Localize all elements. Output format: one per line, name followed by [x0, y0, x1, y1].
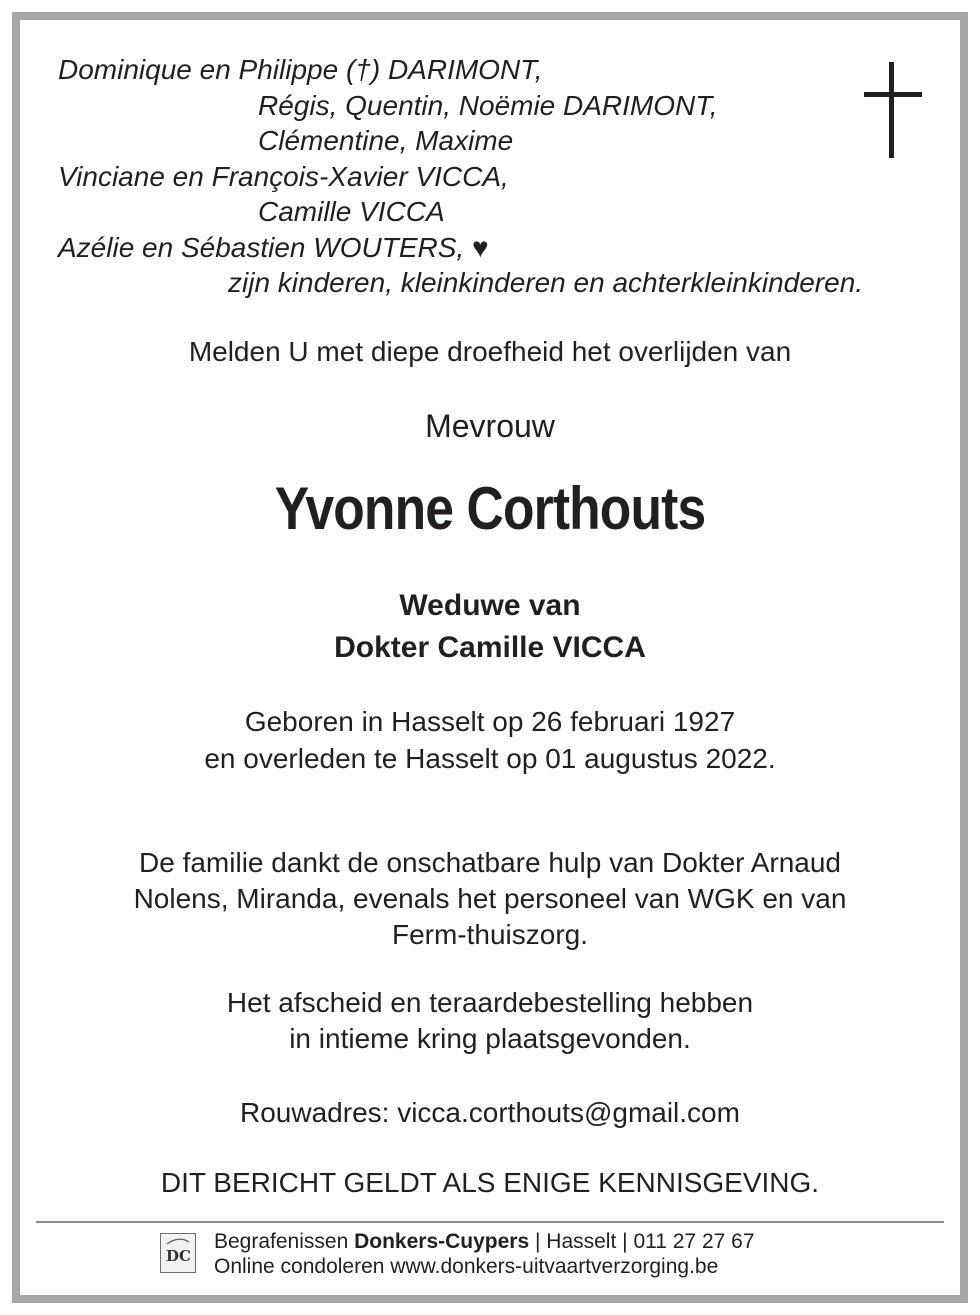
- family-list: [58, 52, 938, 301]
- farewell-line: Het afscheid en teraardebestelling hebben: [226, 987, 754, 1018]
- thanks-line: De familie dankt de onschatbare hulp van Dokter Arnaud: [139, 847, 841, 878]
- official-notice: DIT BERICHT GELDT ALS ENIGE KENNISGEVING.: [160, 1167, 820, 1198]
- cross-icon: [864, 62, 922, 158]
- deceased-name: Yvonne Corthouts: [274, 475, 706, 542]
- family-line: Régis, Quentin, Noëmie DARIMONT,: [258, 89, 718, 121]
- intro-text: Melden U met diepe droefheid het overlijden van: [188, 336, 792, 367]
- spouse-name: Dokter Camille VICCA: [334, 631, 646, 664]
- birth-line: Geboren in Hasselt op 26 februari 1927: [244, 706, 736, 737]
- death-line: en overleden te Hasselt op 01 augustus 2022.: [204, 743, 776, 774]
- city: Hasselt: [546, 1230, 617, 1253]
- family-line: zijn kinderen, kleinkinderen en achterkleinkinderen.: [228, 267, 864, 298]
- family-line: Clémentine, Maxime: [258, 125, 514, 156]
- company-name: Donkers-Cuypers: [354, 1230, 530, 1253]
- mourning-address: Rouwadres: vicca.corthouts@gmail.com: [240, 1097, 740, 1128]
- svg-text:DC: DC: [166, 1247, 191, 1265]
- widow-block: [0, 585, 980, 669]
- thanks-line: Nolens, Miranda, evenals het personeel van WGK en van: [133, 883, 847, 914]
- funeral-home-info: [214, 1229, 755, 1279]
- widow-line: Weduwe van: [399, 589, 581, 622]
- family-line: Camille VICCA: [258, 196, 445, 227]
- dates-block: [0, 703, 980, 777]
- funeral-home-line: Begrafenissen Donkers-Cuypers | Hasselt | 011 27 27 67: [214, 1230, 755, 1253]
- phone-number: 011 27 27 67: [633, 1230, 755, 1253]
- farewell-line: in intieme kring plaatsgevonden.: [289, 1023, 691, 1054]
- website-link[interactable]: www.donkers-uitvaartverzorging.be: [390, 1255, 719, 1278]
- funeral-home-logo-icon: [160, 1233, 196, 1273]
- family-line: Azélie en Sébastien WOUTERS, ♥: [58, 231, 489, 263]
- honorific-title: Mevrouw: [425, 408, 555, 444]
- farewell-block: [0, 985, 980, 1057]
- condolence-line: Online condoleren www.donkers-uitvaartverzorging.be: [214, 1255, 719, 1278]
- family-line: Vinciane en François-Xavier VICCA,: [58, 160, 509, 192]
- thanks-line: Ferm-thuiszorg.: [391, 919, 589, 950]
- family-line: Dominique en Philippe (†) DARIMONT,: [58, 54, 543, 85]
- footer-divider: [36, 1221, 944, 1223]
- thanks-block: [0, 845, 980, 953]
